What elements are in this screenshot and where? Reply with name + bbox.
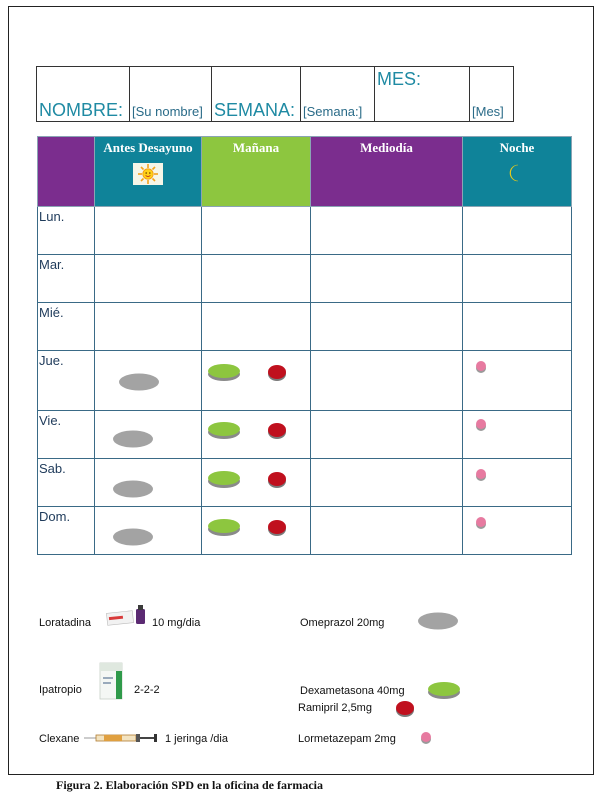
lormetazepam-pill-icon (474, 515, 488, 531)
month-value-cell[interactable] (470, 67, 514, 122)
name-field[interactable]: [Su nombre] (132, 104, 203, 119)
col-mediodia (311, 137, 463, 207)
legend-clexane-dose: 1 jeringa /dia (165, 733, 228, 745)
dexametasona-pill-icon (206, 361, 242, 383)
slot-cell[interactable] (95, 255, 202, 303)
loratadina-box-icon (105, 603, 151, 627)
slot-cell[interactable] (463, 303, 572, 351)
slot-cell[interactable] (463, 207, 572, 255)
col-manana (202, 137, 311, 207)
slot-cell[interactable] (311, 303, 463, 351)
col-label: Mediodía (360, 140, 413, 155)
legend-ipatropio-dose: 2-2-2 (134, 684, 160, 696)
col-label: Noche (499, 140, 535, 155)
slot-cell[interactable] (95, 303, 202, 351)
slot-cell[interactable] (95, 507, 202, 555)
corner-cell (38, 137, 95, 207)
lormetazepam-pill-icon (474, 417, 488, 433)
slot-cell[interactable] (202, 351, 311, 411)
legend-dexametasona-name: Dexametasona 40mg (300, 685, 405, 697)
slot-cell[interactable] (463, 459, 572, 507)
slot-cell[interactable] (311, 255, 463, 303)
omeprazol-pill-icon (111, 479, 155, 499)
medication-schedule-table (37, 136, 572, 555)
col-noche (463, 137, 572, 207)
slot-cell[interactable] (463, 351, 572, 411)
month-field[interactable]: [Mes] (472, 104, 504, 119)
legend-ipatropio-name: Ipatropio (39, 684, 82, 696)
week-value-cell[interactable] (301, 67, 375, 122)
syringe-icon (84, 731, 160, 745)
day-row-mar (38, 255, 572, 303)
slot-cell[interactable] (202, 507, 311, 555)
slot-cell[interactable] (95, 351, 202, 411)
week-label-cell (212, 67, 301, 122)
month-label-cell (375, 67, 470, 122)
week-label: SEMANA: (214, 100, 296, 120)
day-row-jue (38, 351, 572, 411)
legend-ramipril-name: Ramipril 2,5mg (298, 702, 372, 714)
day-row-lun (38, 207, 572, 255)
omeprazol-pill-icon (111, 429, 155, 449)
slot-cell[interactable] (202, 459, 311, 507)
month-label: MES: (377, 69, 422, 89)
ramipril-pill-icon (394, 699, 416, 719)
ramipril-pill-icon (266, 470, 288, 490)
col-label: Antes Desayuno (103, 140, 193, 155)
day-label: Jue. (38, 351, 95, 411)
ramipril-pill-icon (266, 421, 288, 441)
lormetazepam-pill-icon (419, 730, 433, 746)
omeprazol-pill-icon (117, 372, 161, 392)
name-label-cell (37, 67, 130, 122)
day-row-dom (38, 507, 572, 555)
omeprazol-pill-icon (416, 611, 460, 631)
dexametasona-pill-icon (206, 419, 242, 441)
lormetazepam-pill-icon (474, 467, 488, 483)
slot-cell[interactable] (311, 411, 463, 459)
omeprazol-pill-icon (111, 527, 155, 547)
ramipril-pill-icon (266, 518, 288, 538)
slot-cell[interactable] (202, 207, 311, 255)
slot-cell[interactable] (463, 411, 572, 459)
day-label: Mié. (38, 303, 95, 351)
slot-cell[interactable] (311, 459, 463, 507)
day-label: Sab. (38, 459, 95, 507)
name-label: NOMBRE: (39, 100, 124, 120)
patient-info-table (36, 66, 514, 122)
slot-cell[interactable] (463, 255, 572, 303)
day-label: Vie. (38, 411, 95, 459)
legend-lormetazepam-name: Lormetazepam 2mg (298, 733, 396, 745)
day-label: Dom. (38, 507, 95, 555)
slot-cell[interactable] (95, 459, 202, 507)
name-value-cell[interactable] (130, 67, 212, 122)
lormetazepam-pill-icon (474, 359, 488, 375)
sun-icon (133, 163, 163, 185)
ipatropio-box-icon (98, 661, 126, 703)
ramipril-pill-icon (266, 363, 288, 383)
dexametasona-pill-icon (426, 679, 462, 701)
slot-cell[interactable] (95, 207, 202, 255)
legend-loratadina-name: Loratadina (39, 617, 91, 629)
figure-caption: Figura 2. Elaboración SPD en la oficina de farmacia (56, 778, 323, 792)
slot-cell[interactable] (202, 255, 311, 303)
legend-omeprazol-name: Omeprazol 20mg (300, 617, 385, 629)
slot-cell[interactable] (311, 507, 463, 555)
slot-cell[interactable] (202, 303, 311, 351)
day-label: Lun. (38, 207, 95, 255)
schedule-header-row (38, 137, 572, 207)
legend-loratadina-dose: 10 mg/dia (152, 617, 201, 629)
dexametasona-pill-icon (206, 468, 242, 490)
col-antes-desayuno (95, 137, 202, 207)
slot-cell[interactable] (463, 507, 572, 555)
col-label: Mañana (232, 140, 280, 155)
day-row-vie (38, 411, 572, 459)
slot-cell[interactable] (311, 351, 463, 411)
dexametasona-pill-icon (206, 516, 242, 538)
moon-icon (508, 163, 526, 183)
legend-clexane-name: Clexane (39, 733, 80, 745)
day-label: Mar. (38, 255, 95, 303)
slot-cell[interactable] (311, 207, 463, 255)
slot-cell[interactable] (95, 411, 202, 459)
slot-cell[interactable] (202, 411, 311, 459)
day-row-sab (38, 459, 572, 507)
day-row-mie (38, 303, 572, 351)
week-field[interactable]: [Semana:] (303, 104, 363, 119)
